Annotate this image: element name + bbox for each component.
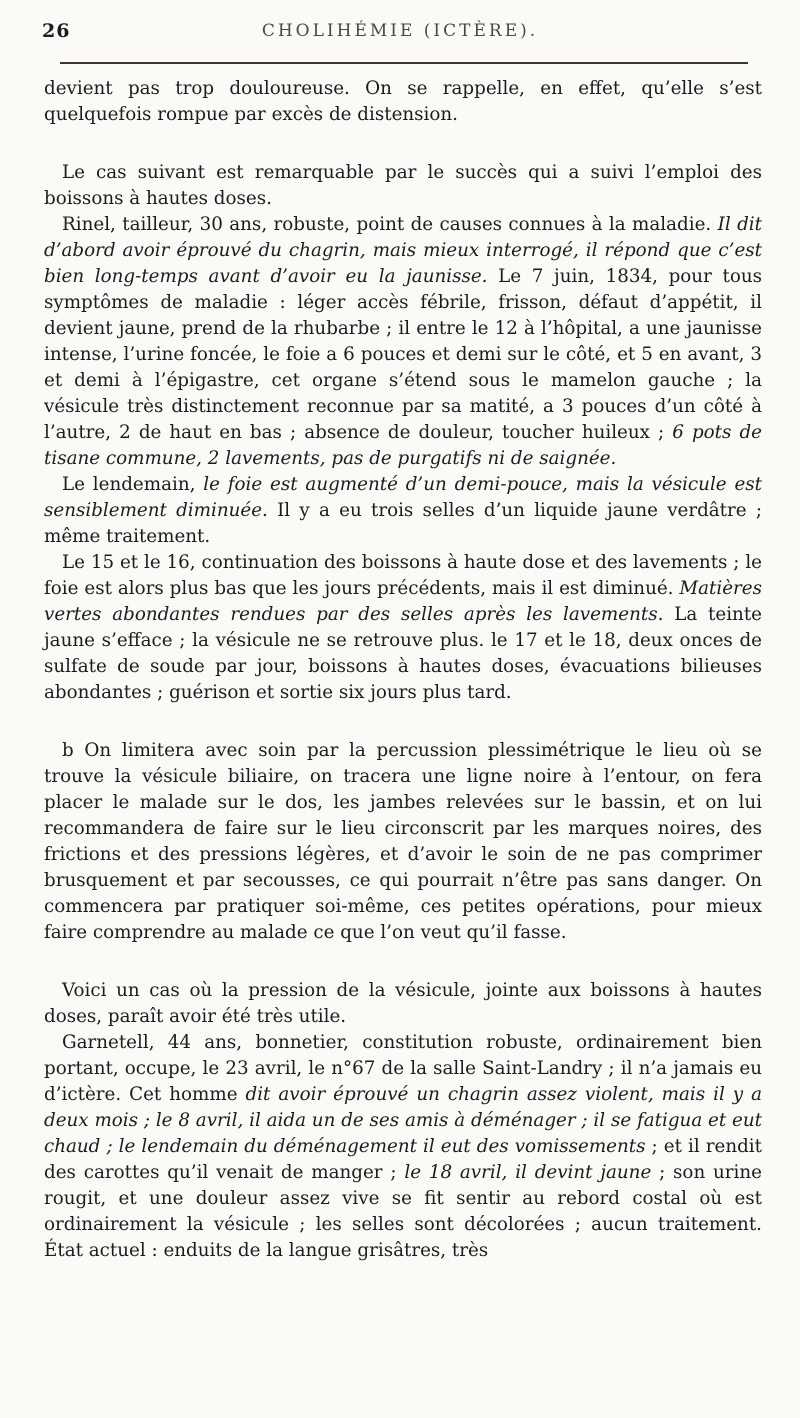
paragraph-p3	[44, 212, 762, 472]
text-segment: devient pas trop douloureuse. On se rappelle, en effet, qu’elle s’est quelquefois rompue par excès de distension.	[44, 78, 762, 125]
paragraph-p1	[44, 76, 762, 128]
text-segment: Le lendemain,	[62, 474, 204, 495]
text-segment: Il y a eu trois selles d’un liquide jaune verdâtre ; même traitement.	[44, 500, 762, 547]
page-header	[38, 18, 762, 58]
text-segment: ; et il rendit des carottes qu’il venait de manger ;	[44, 1136, 762, 1183]
paragraph-p4	[44, 472, 762, 550]
text-segment: Garnetell, 44 ans, bonnetier, constitution robuste, ordinairement bien portant, occupe, le 23 avril, le n°67 de la salle Saint-Landry ; il n’a jamais eu d’ictère. Cet homme	[44, 1032, 762, 1105]
text-segment: Matières vertes abondantes rendues par des selles après les lavements.	[44, 578, 762, 625]
text-segment: le 18 avril, il devint jaune	[404, 1162, 652, 1183]
paragraph-p7	[44, 978, 762, 1030]
running-title: CHOLIHÉMIE (ICTÈRE).	[261, 21, 539, 41]
text-segment: Rinel, tailleur, 30 ans, robuste, point de causes connues à la maladie.	[62, 214, 718, 235]
paragraph-p2	[44, 160, 762, 212]
text-segment: Il dit d’abord avoir éprouvé du chagrin, mais mieux interrogé, il répond que c’est bien long-temps avant d’avoir eu la jaunisse.	[44, 214, 762, 287]
header-rule	[60, 62, 748, 64]
text-segment: dit avoir éprouvé un chagrin assez violent, mais il y a deux mois ; le 8 avril, il aida un de ses amis à déménager ; il se fatigua et eut chaud ; le lendemain du déménagement il eut des vomissements	[44, 1084, 762, 1157]
paragraph-p6	[44, 738, 762, 946]
paragraph-gap	[44, 706, 762, 738]
text-segment: ; son urine rougit, et une douleur assez vive se fit sentir au rebord costal où est ordinairement la vésicule ; les selles sont décolorées ; aucun traitement. État actuel : enduits de la langue grisâtres, très	[44, 1162, 762, 1261]
paragraph-gap	[44, 128, 762, 160]
text-segment: b On limitera avec soin par la percussion plessimétrique le lieu où se trouve la vésicule biliaire, on tracera une ligne noire à l’entour, on fera placer le malade sur le dos, les jambes relevées sur le bassin, et on lui recommandera de faire sur le lieu circonscrit par les marques noires, des frictions et des pressions légères, et d’avoir le soin de ne pas comprimer brusquement et par secousses, ce qui pourrait n’être pas sans danger. On commencera par pratiquer soi-même, ces petites opérations, pour mieux faire comprendre au malade ce que l’on veut qu’il fasse.	[44, 740, 762, 943]
text-segment: Le 15 et le 16, continuation des boissons à haute dose et des lavements ; le foie est alors plus bas que les jours précédents, mais il est diminué.	[44, 552, 762, 599]
page-number: 26	[42, 20, 71, 42]
text-segment: le foie est augmenté d’un demi-pouce, mais la vésicule est sensiblement diminuée.	[44, 474, 762, 521]
text-segment: Le cas suivant est remarquable par le succès qui a suivi l’emploi des boissons à hautes doses.	[44, 162, 762, 209]
text-segment: La teinte jaune s’efface ; la vésicule ne se retrouve plus. le 17 et le 18, deux onces de sulfate de soude par jour, boissons à hautes doses, évacuations bilieuses abondantes ; guérison et sortie six jours plus tard.	[44, 604, 762, 703]
text-segment: Le 7 juin, 1834, pour tous symptômes de maladie : léger accès fébrile, frisson, défaut d’appétit, il devient jaune, prend de la rhubarbe ; il entre le 12 à l’hôpital, a une jaunisse intense, l’urine foncée, le foie a 6 pouces et demi sur le côté, et 5 en avant, 3 et demi à l’épigastre, cet organe s’étend sous le mamelon gauche ; la vésicule très distinctement reconnue par sa matité, a 3 pouces d’un côté à l’autre, 2 de haut en bas ; absence de douleur, toucher huileux ;	[44, 266, 762, 443]
paragraph-p8	[44, 1030, 762, 1264]
paragraph-gap	[44, 946, 762, 978]
body-text	[44, 76, 762, 1264]
text-segment: 6 pots de tisane commune, 2 lavements, pas de purgatifs ni de saignée.	[44, 422, 762, 469]
paragraph-p5	[44, 550, 762, 706]
text-segment: Voici un cas où la pression de la vésicule, jointe aux boissons à hautes doses, paraît avoir été très utile.	[44, 980, 762, 1027]
